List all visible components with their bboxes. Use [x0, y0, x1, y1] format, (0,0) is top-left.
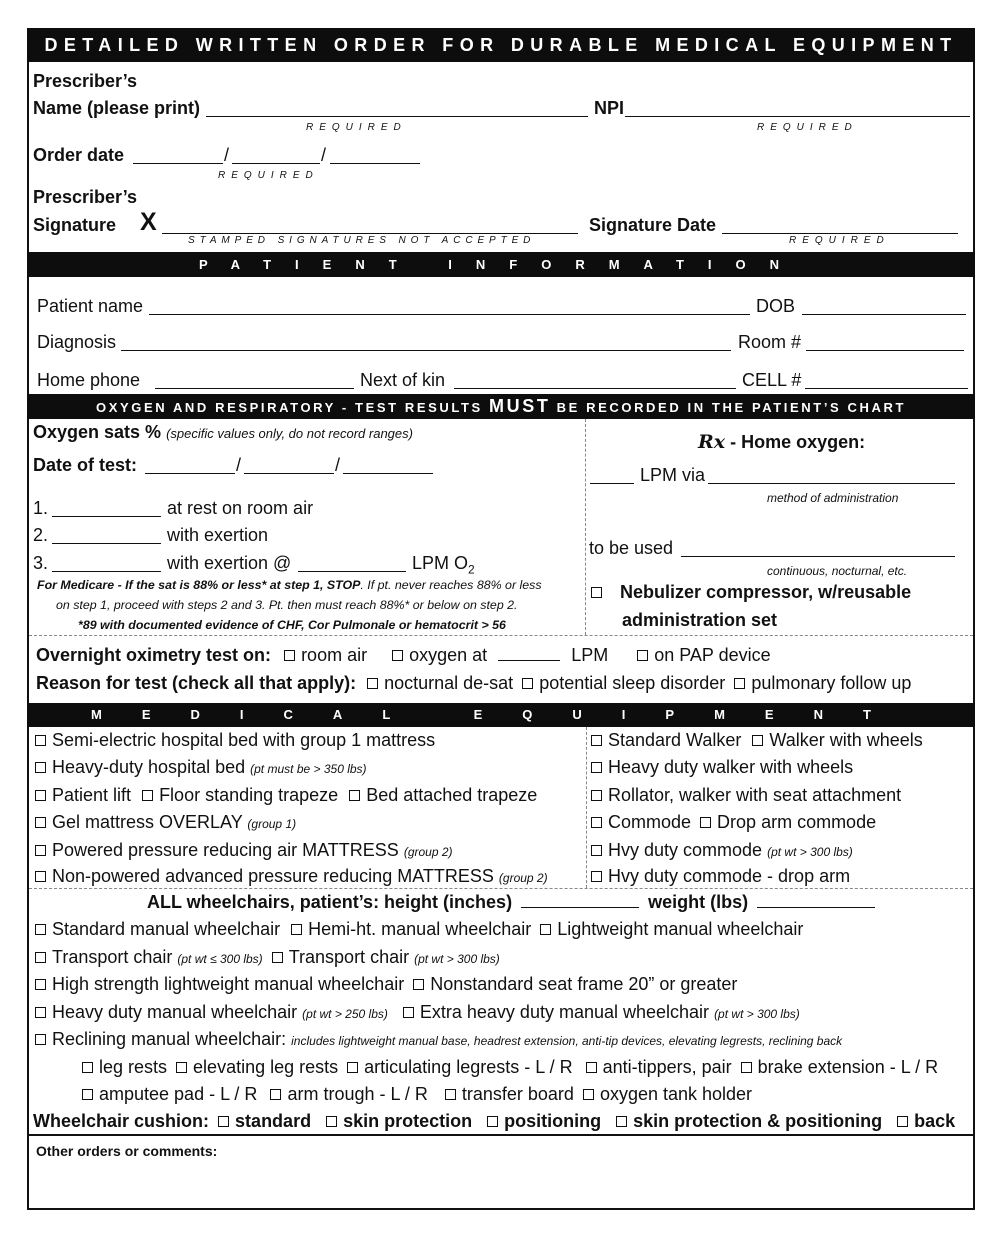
home-oxygen-label: - Home oxygen:: [730, 432, 866, 452]
heavy-duty-wheelchair-label: Heavy duty manual wheelchair: [52, 1002, 298, 1022]
patient-lift-option[interactable]: [35, 785, 131, 805]
lightweight-wheelchair-checkbox[interactable]: [540, 924, 551, 935]
npi-field[interactable]: [625, 116, 970, 117]
sleep-label: potential sleep disorder: [539, 673, 726, 693]
elevating-leg-rests-option[interactable]: [176, 1057, 338, 1077]
to-be-used-field[interactable]: [681, 556, 955, 557]
medicare-note-line2: on step 1, proceed with steps 2 and 3. Pt. then must reach 88%* or below on step 2.: [56, 598, 518, 612]
transport-chair-1-label: Transport chair: [52, 947, 173, 967]
wheelchair-height-label: ALL wheelchairs, patient’s: height (inches): [147, 892, 513, 912]
transport-chair-2-label: Transport chair: [288, 947, 410, 967]
floor-trapeze-option[interactable]: [142, 785, 338, 805]
heavy-duty-wheelchair-note: (pt wt > 250 lbs): [302, 1007, 388, 1021]
hvy-drop-arm-label: Hvy duty commode - drop arm: [608, 866, 851, 886]
signature-x-mark: X: [140, 208, 157, 236]
continuous-note: continuous, nocturnal, etc.: [767, 564, 908, 578]
heavy-duty-wheelchair-option[interactable]: [35, 1002, 388, 1022]
cell-field[interactable]: [805, 388, 968, 389]
cushion-skin-pos-checkbox[interactable]: [616, 1116, 627, 1127]
medical-equipment-header: MEDICAL EQUIPMENT: [91, 707, 911, 722]
nonstandard-frame-option[interactable]: [413, 974, 737, 994]
powered-mattress-option[interactable]: [35, 840, 453, 861]
heavy-walker-option[interactable]: [591, 757, 853, 778]
heavy-bed-option[interactable]: [35, 757, 367, 778]
patient-info-header: PATIENT INFORMATION: [198, 257, 804, 272]
test-date-slash-1: /: [236, 455, 242, 475]
wheelchair-header-row: [147, 892, 875, 913]
cushion-standard-checkbox[interactable]: [218, 1116, 229, 1127]
pulmonary-option[interactable]: [734, 673, 911, 693]
drop-arm-commode-option[interactable]: [700, 812, 876, 832]
form-title: DETAILED WRITTEN ORDER FOR DURABLE MEDICAL EQUIPMENT: [44, 35, 958, 55]
signature-date-required-note: REQUIRED: [789, 235, 890, 246]
floor-trapeze-checkbox[interactable]: [142, 790, 153, 801]
brake-extension-option[interactable]: [741, 1057, 938, 1077]
nebulizer-label-line2: administration set: [622, 610, 778, 630]
cushion-standard-option[interactable]: [218, 1111, 311, 1131]
anti-tippers-checkbox[interactable]: [586, 1062, 597, 1073]
heavy-walker-checkbox[interactable]: [591, 762, 602, 773]
cushion-positioning-checkbox[interactable]: [487, 1116, 498, 1127]
commode-checkbox[interactable]: [591, 817, 602, 828]
heavy-duty-wheelchair-checkbox[interactable]: [35, 1007, 46, 1018]
hvy-commode-note: (pt wt > 300 lbs): [767, 845, 853, 859]
nonpowered-mattress-checkbox[interactable]: [35, 871, 46, 882]
walker-wheels-label: Walker with wheels: [769, 730, 923, 750]
room-label: Room #: [738, 332, 802, 352]
transport-chair-1-checkbox[interactable]: [35, 952, 46, 963]
commode-label: Commode: [608, 812, 692, 832]
oxygen-tank-holder-option[interactable]: [583, 1084, 752, 1104]
rx-icon: Rx: [698, 431, 726, 453]
patient-lift-label: Patient lift: [52, 785, 132, 805]
medicare-note-line3: *89 with documented evidence of CHF, Cor Pulmonale or hematocrit > 56: [78, 618, 506, 632]
signature-prescriber-label: Prescriber’s: [33, 187, 138, 207]
hemi-wheelchair-label: Hemi-ht. manual wheelchair: [308, 919, 532, 939]
cushion-positioning-option[interactable]: [487, 1111, 601, 1131]
hemi-wheelchair-option[interactable]: [291, 919, 531, 939]
walker-wheels-option[interactable]: [752, 730, 922, 750]
stamped-signatures-note: STAMPED SIGNATURES NOT ACCEPTED: [188, 235, 536, 246]
accessory-row-1: [82, 1057, 938, 1078]
reclining-wheelchair-label: Reclining manual wheelchair:: [52, 1029, 287, 1049]
sleep-checkbox[interactable]: [522, 678, 533, 689]
gel-overlay-option[interactable]: [35, 812, 296, 833]
elevating-leg-rests-checkbox[interactable]: [176, 1062, 187, 1073]
standard-wheelchair-option[interactable]: [35, 919, 280, 939]
arm-trough-label: arm trough - L / R: [287, 1084, 428, 1104]
extra-heavy-wheelchair-note: (pt wt > 300 lbs): [714, 1007, 800, 1021]
nebulizer-label: Nebulizer compressor, w/reusable: [620, 582, 912, 602]
drop-arm-commode-checkbox[interactable]: [700, 817, 711, 828]
standard-walker-checkbox[interactable]: [591, 735, 602, 746]
step-2-field[interactable]: [52, 543, 161, 544]
floor-trapeze-label: Floor standing trapeze: [159, 785, 339, 805]
lightweight-wheelchair-label: Lightweight manual wheelchair: [557, 919, 804, 939]
transport-chair-2-option[interactable]: [272, 947, 500, 967]
lpm-o2-label: [412, 553, 475, 577]
transfer-board-label: transfer board: [461, 1084, 574, 1104]
signature-date-label: Signature Date: [589, 215, 717, 235]
leg-rests-option[interactable]: [82, 1057, 167, 1077]
comments-label: Other orders or comments:: [36, 1143, 218, 1159]
comments-divider: [27, 1134, 975, 1136]
equipment-divider: [586, 727, 587, 888]
anti-tippers-option[interactable]: [586, 1057, 732, 1077]
amputee-pad-label: amputee pad - L / R: [99, 1084, 258, 1104]
wheelchair-weight-field[interactable]: [757, 893, 875, 908]
articulating-legrests-option[interactable]: [347, 1057, 572, 1077]
prescriber-name-label: Name (please print): [33, 98, 201, 118]
cushion-skin-option[interactable]: [326, 1111, 472, 1131]
drop-arm-commode-label: Drop arm commode: [717, 812, 877, 832]
brake-extension-checkbox[interactable]: [741, 1062, 752, 1073]
wheelchair-row-4: [35, 1002, 800, 1023]
high-strength-label: High strength lightweight manual wheelchair: [52, 974, 405, 994]
oxygen-at-checkbox[interactable]: [392, 650, 403, 661]
extra-heavy-wheelchair-option[interactable]: [403, 1002, 800, 1022]
lpm-via-label: LPM via: [640, 465, 706, 485]
test-date-day-field[interactable]: [244, 473, 334, 474]
powered-mattress-label: Powered pressure reducing air MATTRESS: [52, 840, 399, 860]
wheelchair-row-2: [35, 947, 500, 968]
oxygen-bottom-divider: [29, 635, 973, 636]
hvy-commode-label: Hvy duty commode: [608, 840, 763, 860]
step-3-label: with exertion @: [167, 553, 292, 573]
cushion-standard-label: standard: [235, 1111, 312, 1131]
walker-wheels-checkbox[interactable]: [752, 735, 763, 746]
room-air-checkbox[interactable]: [284, 650, 295, 661]
step-3-field[interactable]: [52, 571, 161, 572]
patient-lift-checkbox[interactable]: [35, 790, 46, 801]
step-2-label: with exertion: [167, 525, 269, 545]
brake-extension-label: brake extension - L / R: [757, 1057, 939, 1077]
transport-chair-1-option[interactable]: [35, 947, 263, 967]
oxygen-header-must: MUST: [489, 396, 551, 416]
lpm-via-field[interactable]: [590, 483, 634, 484]
semi-bed-checkbox[interactable]: [35, 735, 46, 746]
extra-heavy-wheelchair-label: Extra heavy duty manual wheelchair: [419, 1002, 710, 1022]
oxygen-header-bar: [27, 394, 975, 419]
oxygen-header-part2: BE RECORDED IN THE PATIENT’S CHART: [556, 400, 907, 415]
hvy-drop-arm-checkbox[interactable]: [591, 871, 602, 882]
reclining-wheelchair-option[interactable]: [35, 1029, 842, 1050]
cushion-row: [33, 1111, 955, 1132]
diagnosis-field[interactable]: [121, 350, 731, 351]
dob-label: DOB: [756, 296, 796, 316]
comments-field[interactable]: [30, 1162, 970, 1206]
high-strength-option[interactable]: [35, 974, 404, 994]
diagnosis-label: Diagnosis: [37, 332, 117, 352]
cushion-skin-pos-label: skin protection & positioning: [633, 1111, 883, 1131]
oxygen-sats-note: (specific values only, do not record ranges): [166, 426, 413, 441]
method-field[interactable]: [708, 483, 955, 484]
reason-row: [36, 673, 911, 694]
oxygen-tank-holder-label: oxygen tank holder: [599, 1084, 753, 1104]
test-date-slash-2: /: [335, 455, 341, 475]
reason-label: Reason for test (check all that apply):: [36, 673, 357, 693]
overnight-lpm-field[interactable]: [498, 646, 560, 661]
rx-home-oxygen-row: [698, 431, 865, 453]
semi-bed-label: Semi-electric hospital bed with group 1 mattress: [52, 730, 436, 750]
commode-option[interactable]: [591, 812, 691, 832]
nonstandard-frame-checkbox[interactable]: [413, 979, 424, 990]
standard-wheelchair-checkbox[interactable]: [35, 924, 46, 935]
cushion-back-checkbox[interactable]: [897, 1116, 908, 1127]
order-date-label: Order date: [33, 145, 125, 165]
nocturnal-checkbox[interactable]: [367, 678, 378, 689]
arm-trough-option[interactable]: [270, 1084, 427, 1104]
hvy-drop-arm-option[interactable]: [591, 866, 850, 887]
lift-row: [35, 785, 537, 806]
next-of-kin-label: Next of kin: [360, 370, 446, 390]
test-date-month-field[interactable]: [145, 473, 235, 474]
signature-label: Signature: [33, 215, 117, 235]
home-phone-field[interactable]: [155, 388, 354, 389]
arm-trough-checkbox[interactable]: [270, 1089, 281, 1100]
medical-equipment-bar: [27, 703, 975, 727]
room-field[interactable]: [806, 350, 964, 351]
nonstandard-frame-label: Nonstandard seat frame 20” or greater: [430, 974, 738, 994]
overnight-lpm-label: LPM: [571, 645, 609, 665]
order-date-slash-1: /: [224, 145, 230, 165]
signature-date-field[interactable]: [722, 233, 958, 234]
rollator-checkbox[interactable]: [591, 790, 602, 801]
order-date-required-note: REQUIRED: [218, 170, 319, 181]
transport-chair-2-checkbox[interactable]: [272, 952, 283, 963]
room-air-option[interactable]: [284, 645, 367, 665]
heavy-walker-label: Heavy duty walker with wheels: [608, 757, 854, 777]
cushion-positioning-label: positioning: [504, 1111, 602, 1131]
nonpowered-mattress-note: (group 2): [498, 871, 548, 885]
order-date-year-field[interactable]: [330, 163, 420, 164]
prescriber-name-field[interactable]: [206, 116, 588, 117]
wheelchair-height-field[interactable]: [521, 893, 639, 908]
oxygen-tank-holder-checkbox[interactable]: [583, 1089, 594, 1100]
cell-label: CELL #: [742, 370, 802, 390]
equipment-bottom-divider: [29, 888, 973, 889]
medicare-note-rest: . If pt. never reaches 88% or less: [360, 578, 542, 592]
npi-label: NPI: [594, 98, 625, 118]
amputee-pad-checkbox[interactable]: [82, 1089, 93, 1100]
standard-wheelchair-label: Standard manual wheelchair: [52, 919, 281, 939]
step-1-label: at rest on room air: [167, 498, 314, 518]
test-date-year-field[interactable]: [343, 473, 433, 474]
to-be-used-label: to be used: [589, 538, 674, 558]
overnight-label: Overnight oximetry test on:: [36, 645, 272, 665]
pap-checkbox[interactable]: [637, 650, 648, 661]
nebulizer-checkbox[interactable]: [591, 587, 602, 598]
nonpowered-mattress-option[interactable]: [35, 866, 548, 887]
rollator-option[interactable]: [591, 785, 901, 806]
articulating-legrests-label: articulating legrests - L / R: [364, 1057, 573, 1077]
reclining-wheelchair-note: includes lightweight manual base, headrest extension, anti-tip devices, elevating legrests, reclining back: [291, 1034, 843, 1048]
pap-option[interactable]: [637, 645, 770, 665]
home-phone-label: Home phone: [37, 370, 141, 390]
commode-row: [591, 812, 876, 833]
method-note: method of administration: [767, 491, 899, 505]
cushion-skin-checkbox[interactable]: [326, 1116, 337, 1127]
oxygen-at-option[interactable]: [392, 645, 487, 665]
prescriber-label: Prescriber’s: [33, 71, 138, 91]
nonpowered-mattress-label: Non-powered advanced pressure reducing MATTRESS: [52, 866, 494, 886]
high-strength-checkbox[interactable]: [35, 979, 46, 990]
gel-overlay-checkbox[interactable]: [35, 817, 46, 828]
signature-field[interactable]: [162, 233, 578, 234]
hemi-wheelchair-checkbox[interactable]: [291, 924, 302, 935]
next-of-kin-field[interactable]: [454, 388, 736, 389]
bed-trapeze-checkbox[interactable]: [349, 790, 360, 801]
transfer-board-option[interactable]: [445, 1084, 574, 1104]
walker-row: [591, 730, 923, 751]
heavy-bed-label: Heavy-duty hospital bed: [52, 757, 246, 777]
nocturnal-label: nocturnal de-sat: [384, 673, 514, 693]
cushion-label: Wheelchair cushion:: [33, 1111, 210, 1131]
wheelchair-weight-label: weight (lbs): [648, 892, 749, 912]
transfer-board-checkbox[interactable]: [445, 1089, 456, 1100]
heavy-bed-note: (pt must be > 350 lbs): [250, 762, 367, 776]
pap-label: on PAP device: [654, 645, 771, 665]
medicare-note-bold: For Medicare - If the sat is 88% or less* at step 1, STOP: [37, 578, 361, 592]
patient-name-label: Patient name: [37, 296, 144, 316]
oxygen-divider: [585, 419, 586, 635]
patient-info-bar: [27, 252, 975, 277]
nebulizer-row[interactable]: [591, 582, 911, 603]
amputee-pad-option[interactable]: [82, 1084, 257, 1104]
order-date-slash-2: /: [321, 145, 327, 165]
oxygen-at-label: oxygen at: [409, 645, 488, 665]
step-3-lpm-field[interactable]: [298, 571, 406, 572]
transport-chair-2-note: (pt wt > 300 lbs): [414, 952, 500, 966]
o2-subscript: 2: [468, 562, 475, 577]
hvy-commode-option[interactable]: [591, 840, 853, 861]
form-title-bar: [27, 28, 975, 62]
lpm-o2-text: LPM O: [412, 553, 469, 573]
step-1-number: 1.: [33, 498, 49, 518]
oxygen-sats-row: [33, 422, 413, 443]
date-of-test-label: Date of test:: [33, 455, 138, 475]
elevating-leg-rests-label: elevating leg rests: [193, 1057, 339, 1077]
gel-overlay-note: (group 1): [247, 817, 297, 831]
standard-walker-option[interactable]: [591, 730, 741, 750]
leg-rests-checkbox[interactable]: [82, 1062, 93, 1073]
hvy-commode-checkbox[interactable]: [591, 845, 602, 856]
accessory-row-2: [82, 1084, 752, 1105]
medicare-note-line1: [37, 578, 542, 592]
cushion-skin-label: skin protection: [343, 1111, 473, 1131]
wheelchair-row-1: [35, 919, 803, 940]
name-required-note: REQUIRED: [306, 122, 407, 133]
overnight-row: [36, 645, 771, 666]
oxygen-header-part1: OXYGEN AND RESPIRATORY - TEST RESULTS: [95, 400, 483, 415]
npi-required-note: REQUIRED: [757, 122, 858, 133]
semi-bed-option[interactable]: [35, 730, 435, 751]
step-1-field[interactable]: [52, 516, 161, 517]
sleep-option[interactable]: [522, 673, 725, 693]
powered-mattress-checkbox[interactable]: [35, 845, 46, 856]
gel-overlay-label: Gel mattress OVERLAY: [52, 812, 243, 832]
cushion-back-label: back: [914, 1111, 956, 1131]
leg-rests-label: leg rests: [99, 1057, 168, 1077]
pulmonary-checkbox[interactable]: [734, 678, 745, 689]
standard-walker-label: Standard Walker: [608, 730, 742, 750]
heavy-bed-checkbox[interactable]: [35, 762, 46, 773]
lightweight-wheelchair-option[interactable]: [540, 919, 803, 939]
powered-mattress-note: (group 2): [403, 845, 453, 859]
reclining-wheelchair-checkbox[interactable]: [35, 1034, 46, 1045]
dob-field[interactable]: [802, 314, 966, 315]
rollator-label: Rollator, walker with seat attachment: [608, 785, 902, 805]
nocturnal-option[interactable]: [367, 673, 513, 693]
transport-chair-1-note: (pt wt ≤ 300 lbs): [177, 952, 263, 966]
order-date-day-field[interactable]: [232, 163, 320, 164]
cushion-skin-pos-option[interactable]: [616, 1111, 882, 1131]
wheelchair-row-3: [35, 974, 737, 995]
pulmonary-label: pulmonary follow up: [751, 673, 912, 693]
cushion-back-option[interactable]: [897, 1111, 955, 1131]
step-2-number: 2.: [33, 525, 49, 545]
room-air-label: room air: [301, 645, 368, 665]
order-date-month-field[interactable]: [133, 163, 223, 164]
bed-trapeze-label: Bed attached trapeze: [366, 785, 538, 805]
bed-trapeze-option[interactable]: [349, 785, 537, 805]
articulating-legrests-checkbox[interactable]: [347, 1062, 358, 1073]
anti-tippers-label: anti-tippers, pair: [602, 1057, 732, 1077]
extra-heavy-wheelchair-checkbox[interactable]: [403, 1007, 414, 1018]
oxygen-sats-label: Oxygen sats %: [33, 422, 162, 442]
patient-name-field[interactable]: [149, 314, 750, 315]
step-3-number: 3.: [33, 553, 49, 573]
